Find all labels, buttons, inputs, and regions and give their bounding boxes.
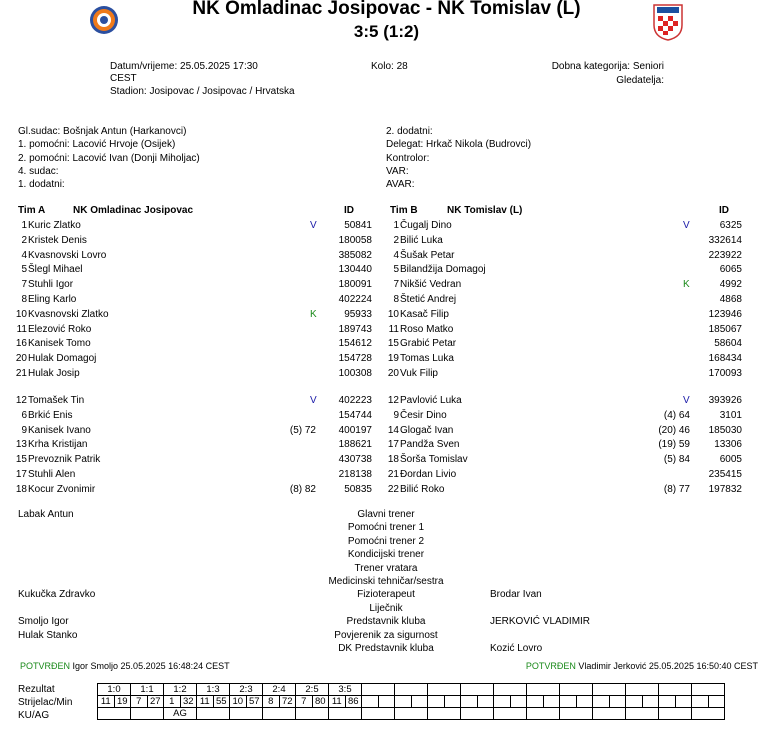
kuag-cell (131, 708, 164, 720)
player-id: 402224 (338, 294, 372, 305)
official-right: Delegat: Hrkač Nikola (Budrovci) (386, 139, 532, 151)
player-number: 13 (15, 439, 27, 451)
player-name: Nikšić Vedran (400, 279, 462, 291)
result-empty-cell (708, 696, 725, 708)
result-label: Strijelac/Min (18, 697, 73, 708)
result-score-cell: 1:0 (98, 684, 131, 696)
player-number: 21 (15, 368, 27, 379)
result-labels (18, 683, 72, 722)
result-score-cell: 2:4 (263, 684, 296, 696)
player-name: Bilandžija Domagoj (400, 264, 486, 276)
player-id: 235415 (708, 469, 742, 480)
player-id: 6325 (719, 220, 742, 231)
player-name: Stuhli Igor (28, 279, 74, 291)
player-number: 5 (21, 264, 27, 276)
confirm-right-status: POTVRĐEN (525, 661, 576, 671)
scorer-minute-cell: 11 (329, 696, 346, 708)
player-name: Kanisek Tomo (28, 338, 91, 350)
spectators: Gledatelja: (616, 75, 664, 86)
player-number: 15 (15, 454, 27, 466)
player-name: Šlegl Mihael (28, 264, 83, 276)
result-label: KU/AG (18, 710, 50, 721)
match-timezone: CEST (110, 73, 137, 84)
result-empty-cell (675, 696, 692, 708)
staff-away-name: JERKOVIĆ VLADIMIR (490, 616, 591, 628)
player-id: 223922 (708, 249, 742, 261)
result-empty-cell (543, 696, 560, 708)
confirm-left-text: Igor Smoljo 25.05.2025 16:48:24 CEST (72, 661, 230, 671)
result-empty-cell (527, 696, 544, 708)
kuag-cell (329, 708, 362, 720)
result-empty-cell (494, 696, 511, 708)
kuag-cell (263, 708, 296, 720)
result-empty-cell (494, 708, 527, 720)
confirm-left-status: POTVRĐEN (20, 661, 71, 671)
result-score-cell: 2:3 (230, 684, 263, 696)
result-score-cell: 1:2 (164, 684, 197, 696)
scorer-minute-cell: 72 (279, 696, 296, 708)
scorer-minute-cell: 55 (213, 696, 230, 708)
result-empty-cell (510, 696, 527, 708)
player-number: 18 (15, 483, 27, 495)
staff-role: Pomoćni trener 2 (347, 535, 425, 547)
official-right: AVAR: (386, 179, 415, 191)
result-score-cell: 2:5 (296, 684, 329, 696)
team-a-name: NK Omladinac Josipovac (73, 205, 194, 216)
match-round: Kolo: 28 (371, 61, 408, 72)
player-number: 5 (393, 264, 399, 276)
player-id: 218138 (338, 469, 372, 480)
result-empty-cell (593, 696, 610, 708)
team-a-id-header: ID (344, 205, 354, 216)
staff-away-name: Brodar Ivan (490, 589, 542, 601)
player-number: 7 (393, 279, 399, 291)
player-role-mark: V (310, 220, 317, 231)
result-empty-cell (461, 708, 494, 720)
official-left: 2. pomoćni: Lacović Ivan (Donji Miholjac) (18, 152, 200, 164)
player-name: Krha Kristijan (28, 439, 88, 451)
player-role-mark: K (683, 279, 690, 291)
staff-home-name: Hulak Stanko (18, 629, 78, 641)
kuag-cell (197, 708, 230, 720)
player-id: 4868 (719, 294, 742, 305)
result-empty-cell (692, 696, 709, 708)
player-name: Štetić Andrej (400, 294, 457, 305)
player-number: 6 (21, 409, 27, 421)
player-number: 12 (15, 395, 27, 406)
player-number: 20 (15, 353, 27, 365)
team-a-label: Tim A (18, 205, 46, 216)
staff-role: DK Predstavnik kluba (338, 643, 434, 654)
substitution-info: (5) 72 (289, 424, 316, 436)
player-number: 20 (387, 368, 399, 379)
player-id: 130440 (338, 264, 372, 276)
result-empty-cell (395, 696, 412, 708)
scorer-minute-cell: 1 (164, 696, 181, 708)
result-empty-cell (428, 696, 445, 708)
result-empty-cell (461, 684, 494, 696)
player-number: 21 (387, 469, 399, 480)
staff-role: Medicinski tehničar/sestra (328, 576, 444, 587)
official-left: 4. sudac: (18, 165, 59, 177)
player-name: Bilić Luka (400, 234, 443, 246)
result-label: Rezultat (18, 684, 55, 695)
official-left: Gl.sudac: Bošnjak Antun (Harkanovci) (18, 126, 187, 137)
player-id: 430738 (338, 454, 372, 466)
staff-role: Trener vratara (354, 562, 418, 574)
player-id: 3101 (719, 409, 742, 421)
player-name: Stuhli Alen (28, 469, 76, 480)
kuag-cell (230, 708, 263, 720)
player-role-mark: V (683, 395, 690, 406)
player-name: Pandža Sven (400, 439, 460, 451)
match-title: NK Omladinac Josipovac - NK Tomislav (L) (192, 0, 581, 19)
player-role-mark: V (683, 220, 690, 231)
scorer-minute-cell: 80 (312, 696, 329, 708)
kuag-cell (296, 708, 329, 720)
scorer-minute-cell: 86 (345, 696, 362, 708)
result-empty-cell (477, 696, 494, 708)
kuag-cell: AG (164, 708, 197, 720)
player-id: 13306 (714, 439, 742, 451)
official-left: 1. dodatni: (18, 179, 65, 191)
player-name: Bilić Roko (400, 483, 445, 495)
match-datetime: Datum/vrijeme: 25.05.2025 17:30 (110, 61, 258, 72)
substitution-info: (8) 82 (289, 483, 316, 495)
player-name: Hulak Josip (28, 368, 80, 379)
player-number: 10 (387, 308, 399, 320)
scorer-minute-cell: 27 (147, 696, 164, 708)
player-id: 154612 (338, 338, 372, 350)
match-score: 3:5 (1:2) (353, 22, 420, 41)
player-name: Kasač Filip (400, 308, 449, 320)
match-stadium: Stadion: Josipovac / Josipovac / Hrvatska (110, 86, 295, 97)
player-number: 11 (16, 323, 27, 335)
staff-away-name: Kozić Lovro (490, 643, 543, 654)
result-empty-cell (626, 708, 659, 720)
result-empty-cell (362, 684, 395, 696)
player-id: 6005 (719, 454, 742, 466)
player-name: Šušak Petar (400, 249, 455, 261)
player-id: 170093 (708, 368, 742, 379)
official-left: 1. pomoćni: Lacović Hrvoje (Osijek) (18, 139, 176, 151)
staff-role: Kondicijski trener (347, 549, 425, 561)
team-b-label: Tim B (390, 205, 418, 216)
staff-role: Predstavnik kluba (346, 616, 426, 628)
player-number: 19 (387, 353, 399, 365)
player-name: Vuk Filip (400, 368, 438, 379)
scorer-minute-cell: 57 (246, 696, 263, 708)
staff-role: Liječnik (369, 602, 403, 614)
player-number: 22 (387, 483, 399, 495)
player-name: Brkić Enis (28, 409, 73, 421)
player-role-mark: V (310, 395, 317, 406)
player-id: 180091 (338, 279, 372, 291)
scorer-minute-cell: 19 (114, 696, 131, 708)
player-id: 402223 (338, 395, 372, 406)
player-name: Čugalj Dino (400, 220, 452, 231)
result-empty-cell (378, 696, 395, 708)
staff-role: Pomoćni trener 1 (347, 522, 425, 534)
scorer-minute-cell: 11 (98, 696, 115, 708)
player-number: 2 (393, 234, 399, 246)
result-empty-cell (494, 684, 527, 696)
player-number: 11 (388, 323, 399, 335)
player-name: Kanisek Ivano (28, 424, 91, 436)
player-id: 123946 (708, 308, 742, 320)
player-name: Kocur Zvonimir (28, 483, 96, 495)
substitution-info: (5) 84 (663, 454, 690, 466)
player-name: Pavlović Luka (400, 395, 462, 406)
result-empty-cell (560, 684, 593, 696)
staff-role: Povjerenik za sigurnost (334, 629, 438, 641)
player-id: 197832 (708, 483, 742, 495)
player-name: Elezović Roko (28, 323, 92, 335)
result-empty-cell (395, 684, 428, 696)
player-number: 1 (393, 220, 399, 231)
player-id: 154728 (338, 353, 372, 365)
scorer-minute-cell: 7 (296, 696, 313, 708)
player-id: 385082 (338, 249, 372, 261)
player-id: 185030 (708, 424, 742, 436)
player-name: Tomas Luka (400, 353, 454, 365)
result-empty-cell (692, 708, 725, 720)
substitution-info: (4) 64 (663, 409, 690, 421)
staff-home-name: Kukučka Zdravko (18, 589, 96, 601)
age-category: Dobna kategorija: Seniori (551, 61, 664, 72)
staff-home-name: Smoljo Igor (18, 616, 69, 628)
player-name: Kvasnovski Zlatko (28, 308, 109, 320)
result-score-cell: 1:3 (197, 684, 230, 696)
result-empty-cell (527, 684, 560, 696)
player-number: 8 (21, 294, 27, 305)
player-name: Glogač Ivan (400, 424, 454, 436)
result-empty-cell (626, 684, 659, 696)
player-number: 17 (387, 439, 399, 451)
player-id: 185067 (708, 323, 742, 335)
result-empty-cell (593, 684, 626, 696)
player-number: 16 (15, 338, 27, 350)
official-right: VAR: (386, 165, 409, 177)
staff-role: Glavni trener (357, 509, 415, 520)
scorer-minute-cell: 11 (197, 696, 214, 708)
player-number: 4 (393, 249, 399, 261)
result-empty-cell (362, 708, 395, 720)
scorer-minute-cell: 10 (230, 696, 247, 708)
player-number: 17 (15, 469, 27, 480)
player-name: Grabić Petar (400, 338, 457, 350)
player-number: 4 (21, 249, 27, 261)
player-id: 50841 (344, 220, 372, 231)
result-empty-cell (444, 696, 461, 708)
player-name: Kuric Zlatko (28, 220, 81, 231)
team-b-name: NK Tomislav (L) (447, 205, 523, 216)
player-number: 10 (15, 308, 27, 320)
player-name: Tomašek Tin (28, 395, 85, 406)
result-empty-cell (411, 696, 428, 708)
player-number: 7 (21, 279, 27, 291)
player-number: 9 (21, 424, 27, 436)
official-right: Kontrolor: (386, 152, 430, 164)
team-b-id-header: ID (719, 205, 729, 216)
substitution-info: (8) 77 (663, 483, 690, 495)
player-role-mark: K (310, 308, 317, 320)
result-empty-cell (362, 696, 379, 708)
player-number: 18 (387, 454, 399, 466)
player-number: 15 (387, 338, 399, 350)
player-name: Hulak Domagoj (28, 353, 97, 365)
player-id: 188621 (338, 439, 372, 451)
scorer-minute-cell: 8 (263, 696, 280, 708)
confirm-right-text: Vladimir Jerković 25.05.2025 16:50:40 CEST (578, 661, 758, 671)
kuag-cell (98, 708, 131, 720)
result-empty-cell (692, 684, 725, 696)
player-id: 4992 (719, 279, 742, 291)
player-name: Đordan Livio (400, 469, 457, 480)
player-id: 58604 (714, 338, 742, 350)
player-id: 332614 (708, 234, 742, 246)
result-score-cell: 3:5 (329, 684, 362, 696)
result-empty-cell (428, 708, 461, 720)
player-id: 154744 (338, 409, 372, 421)
player-name: Šorša Tomislav (400, 454, 468, 466)
player-id: 6065 (719, 264, 742, 276)
player-id: 95933 (344, 308, 372, 320)
result-empty-cell (461, 696, 478, 708)
result-empty-cell (642, 696, 659, 708)
player-name: Kvasnovski Lovro (28, 249, 107, 261)
player-number: 9 (393, 409, 399, 421)
player-id: 100308 (338, 368, 372, 379)
result-table (97, 683, 725, 720)
player-number: 2 (21, 234, 27, 246)
result-empty-cell (527, 708, 560, 720)
result-empty-cell (659, 684, 692, 696)
player-id: 50835 (344, 483, 372, 495)
official-right: 2. dodatni: (386, 126, 433, 137)
result-empty-cell (560, 708, 593, 720)
player-id: 180058 (338, 234, 372, 246)
player-id: 189743 (338, 323, 372, 335)
result-score-cell: 1:1 (131, 684, 164, 696)
player-name: Česir Dino (400, 409, 447, 421)
scorer-minute-cell: 7 (131, 696, 148, 708)
player-name: Roso Matko (400, 323, 454, 335)
player-id: 168434 (708, 353, 742, 365)
staff-home-name: Labak Antun (18, 509, 74, 520)
player-id: 400197 (338, 424, 372, 436)
result-empty-cell (593, 708, 626, 720)
player-id: 393926 (708, 395, 742, 406)
player-number: 8 (393, 294, 399, 305)
result-empty-cell (609, 696, 626, 708)
result-empty-cell (395, 708, 428, 720)
result-empty-cell (560, 696, 577, 708)
result-empty-cell (659, 708, 692, 720)
player-number: 1 (21, 220, 27, 231)
player-number: 14 (387, 424, 399, 436)
substitution-info: (20) 46 (658, 424, 690, 436)
result-empty-cell (626, 696, 643, 708)
player-name: Eling Karlo (28, 294, 77, 305)
substitution-info: (19) 59 (658, 439, 690, 451)
result-empty-cell (428, 684, 461, 696)
player-name: Prevoznik Patrik (28, 454, 101, 466)
result-empty-cell (659, 696, 676, 708)
player-name: Kristek Denis (28, 234, 87, 246)
result-empty-cell (576, 696, 593, 708)
scorer-minute-cell: 32 (180, 696, 197, 708)
player-number: 12 (387, 395, 399, 406)
staff-role: Fizioterapeut (357, 589, 415, 601)
